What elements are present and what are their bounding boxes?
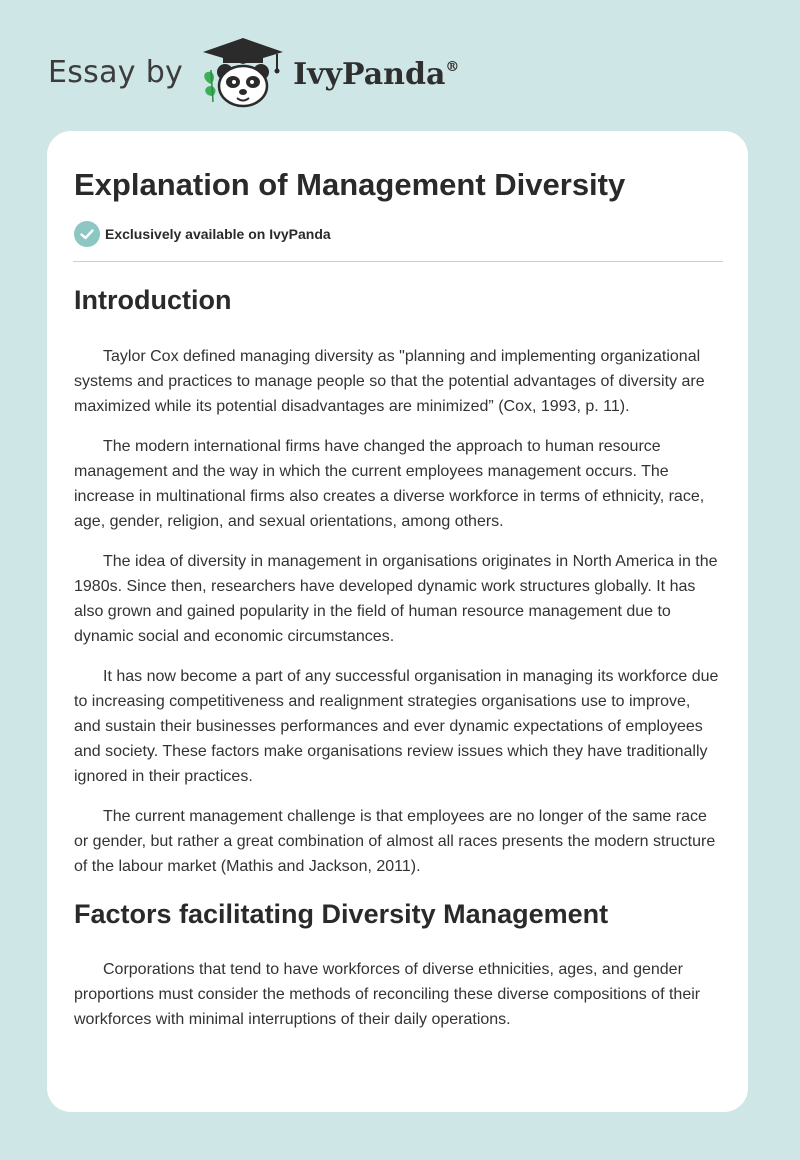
- paragraph: The idea of diversity in management in organisations originates in North America in the 1980s. Since then, researchers have developed dynamic work structures globally. It has also grown and gained popularity in the field of human resource management due to dynamic social and economic circumstances.: [74, 553, 718, 645]
- essay-card: [47, 131, 748, 1112]
- section-heading-introduction: Introduction: [74, 285, 232, 315]
- exclusive-badge: [74, 221, 331, 247]
- site-header: [48, 36, 459, 108]
- registered-mark: ®: [445, 58, 460, 75]
- essay-by-label: Essay by: [48, 54, 184, 90]
- exclusive-label: Exclusively available on IvyPanda: [105, 226, 331, 242]
- page-title: Explanation of Management Diversity: [74, 167, 626, 202]
- paragraph: The modern international firms have changed the approach to human resource management and the way in which the current employees management occurs. The increase in multinational firms also creates a diverse workforce in terms of ethnicity, race, age, gender, religion, and sexual orientations, among others.: [74, 438, 705, 530]
- paragraph: Taylor Cox defined managing diversity as "planning and implementing organizational systems and practices to manage people so that the potential advantages of diversity are maximized while its potential disadvantages are minimized” (Cox, 1993, p. 11).: [74, 348, 705, 415]
- paragraph: It has now become a part of any successful organisation in managing its workforce due to increasing competitiveness and realignment strategies organisations use to improve, and sustain their businesses performances and ever dynamic expectations of employees and society. These factors make organisations review issues which they have traditionally ignored in their practices.: [74, 668, 719, 785]
- brand-name[interactable]: IvyPanda®: [293, 56, 460, 92]
- essay-body: [74, 281, 720, 1032]
- divider: [73, 261, 723, 262]
- paragraph: Corporations that tend to have workforces of diverse ethnicities, ages, and gender proportions must consider the methods of reconciling these diverse compositions of their workforces with minimal interruptions of their daily operations.: [74, 961, 701, 1028]
- panda-logo-icon[interactable]: [197, 36, 289, 108]
- paragraph: The current management challenge is that employees are no longer of the same race or gender, but rather a great combination of almost all races presents the modern structure of the labour market (Mathis and Jackson, 2011).: [74, 808, 716, 875]
- section-heading-factors: Factors facilitating Diversity Management: [74, 899, 609, 929]
- check-circle-icon: [74, 221, 100, 247]
